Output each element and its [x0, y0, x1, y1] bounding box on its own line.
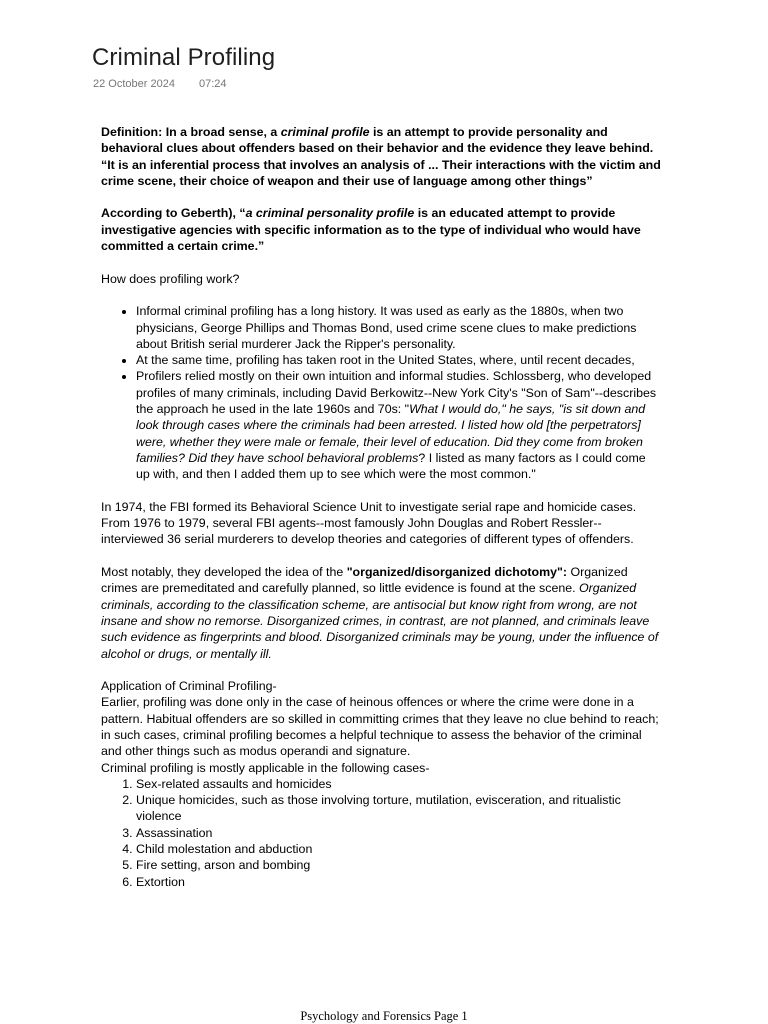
- page-footer: Psychology and Forensics Page 1: [300, 1009, 468, 1023]
- list-item: • Informal criminal profiling has a long history. It was used as early as the 1880s, when two physicians, George Phillips and Thomas Bond, used crime scene clues to make predictions about British serial murderer Jack the Ripper's personality.: [136, 303, 661, 352]
- bullet-quote: What I would do," he says, "is sit down and look through cases where the criminals had been arrested. I listed how old [the perpetrators] were, whether they were male or female, their level of education. Did they come from broken families? Did they have school behavioral problems: [136, 402, 646, 465]
- geberth-text: is an educated attempt to provide investigative agencies with specific information as to the type of individual who would have committed a certain crime.”: [101, 206, 641, 254]
- definition-text: is an attempt to provide personality and behavioral clues about offenders based on their behavior and the evidence they leave behind. “It is an inferential process that involves an analysis of ... Their interactions with the victim and crime scene, their choice of weapon and their use of language among other things”: [101, 125, 661, 188]
- dichotomy-prefix: Most notably, they developed the idea of the: [101, 565, 347, 580]
- definition-paragraph: [101, 124, 661, 189]
- page-title: Criminal Profiling: [92, 44, 276, 71]
- cases-numbered-list: [101, 776, 661, 890]
- dichotomy-paragraph: [101, 564, 661, 662]
- how-heading: How does profiling work?: [101, 271, 240, 286]
- list-item: 1. Sex-related assaults and homicides: [136, 776, 661, 792]
- list-item: 4. Child molestation and abduction: [136, 841, 661, 857]
- definition-term: criminal profile: [280, 125, 370, 139]
- note-date: 22 October 2024: [93, 78, 175, 90]
- list-item: 2. Unique homicides, such as those involving torture, mutilation, evisceration, and ritualistic violence: [136, 792, 661, 825]
- cases-intro: Criminal profiling is mostly applicable in the following cases-: [101, 760, 430, 775]
- dichotomy-italic: Organized criminals, according to the classification scheme, are antisocial but know right from wrong, are not insane and show no remorse. Disorganized crimes, in contrast, are not planned, and criminals leave such evidence as fingerprints and blood. Disorganized criminals may be young, under the influence of alcohol or drugs, or mentally ill.: [101, 581, 659, 661]
- dichotomy-term: "organized/disorganized dichotomy":: [346, 565, 568, 580]
- geberth-term: a criminal personality profile: [245, 206, 415, 221]
- list-item: 6. Extortion: [136, 874, 661, 890]
- definition-prefix: Definition: In a broad sense, a: [101, 125, 281, 139]
- bullet-text-end: ? I listed as many factors as I could come up with, and then I added them up to see which were the most common.": [136, 450, 646, 482]
- list-item: 5. Fire setting, arson and bombing: [136, 857, 661, 873]
- note-metadata: [93, 78, 226, 90]
- history-bullet-list: [101, 303, 661, 482]
- note-body: [101, 124, 661, 890]
- fbi-paragraph: In 1974, the FBI formed its Behavioral Science Unit to investigate serial rape and homicide cases. From 1976 to 1979, several FBI agents--most famously John Douglas and Robert Ressler--interviewed 36 serial murderers to develop theories and categories of different types of offenders.: [101, 499, 637, 547]
- list-item: [136, 368, 661, 482]
- bullet-text: Profilers relied mostly on their own intuition and informal studies. Schlossberg, who developed profiles of many criminals, including David Berkowitz--New York City's "Son of Sam"--describes the approach he used in the late 1960s and 70s: ": [136, 369, 657, 417]
- dichotomy-text: Organized crimes are premeditated and carefully planned, so little evidence is found at the scene.: [101, 565, 628, 596]
- list-item: • At the same time, profiling has taken root in the United States, where, until recent decades,: [136, 352, 661, 368]
- note-time: 07:24: [198, 78, 227, 90]
- application-paragraph: Earlier, profiling was done only in the case of heinous offences or where the crime were done in a pattern. Habitual offenders are so skilled in committing crimes that they leave no clue behind to reach; in such cases, criminal profiling becomes a helpful technique to assess the behavior of the criminal and other things such as modus operandi and signature.: [101, 695, 659, 759]
- list-item: 3. Assassination: [136, 825, 661, 841]
- application-heading: Application of Criminal Profiling-: [101, 679, 277, 694]
- geberth-prefix: According to Geberth), “: [101, 206, 246, 221]
- geberth-paragraph: [101, 205, 661, 254]
